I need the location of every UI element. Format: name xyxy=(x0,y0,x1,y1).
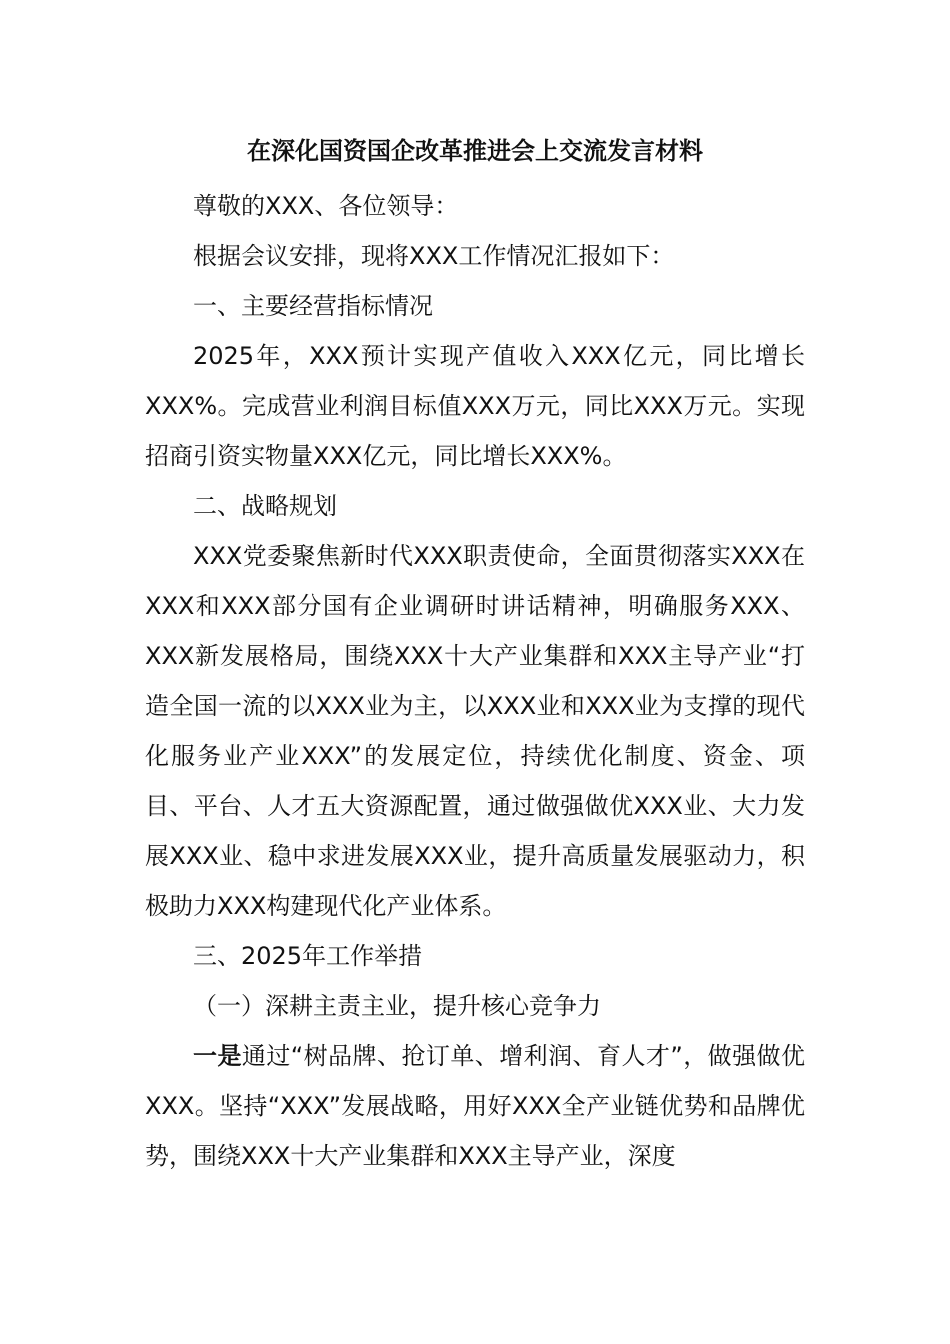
section-2-paragraph: XXX党委聚焦新时代XXX职责使命，全面贯彻落实XXX在XXX和XXX部分国有企业调研时讲话精神，明确服务XXX、XXX新发展格局，围绕XXX十大产业集群和XXX主导产业“打造全国一流的以XXX业为主，以XXX业和XXX业为支撑的现代化服务业产业XXX”的发展定位，持续优化制度、资金、项目、平台、人才五大资源配置，通过做强做优XXX业、大力发展XXX业、稳中求进发展XXX业，提升高质量发展驱动力，积极助力XXX构建现代化产业体系。 xyxy=(145,542,805,920)
document-body xyxy=(145,181,805,1181)
section-2-heading: 二、战略规划 xyxy=(193,492,337,520)
section-3-heading: 三、2025年工作举措 xyxy=(193,942,423,970)
section-1-paragraph: 2025年，XXX预计实现产值收入XXX亿元，同比增长XXX%。完成营业利润目标值XXX万元，同比XXX万元。实现招商引资实物量XXX亿元，同比增长XXX%。 xyxy=(145,342,805,470)
section-1-heading: 一、主要经营指标情况 xyxy=(193,292,433,320)
document-title: 在深化国资国企改革推进会上交流发言材料 xyxy=(247,137,703,165)
greeting: 尊敬的XXX、各位领导： xyxy=(193,192,459,220)
subsection-1-heading: （一）深耕主责主业，提升核心竞争力 xyxy=(193,992,601,1020)
item-1-lead: 一是 xyxy=(193,1042,242,1070)
intro-paragraph: 根据会议安排，现将XXX工作情况汇报如下： xyxy=(193,242,675,270)
item-1-paragraph xyxy=(145,1031,805,1181)
item-1-text: 通过“树品牌、抢订单、增利润、育人才”，做强做优XXX。坚持“XXX”发展战略，用好XXX全产业链优势和品牌优势，围绕XXX十大产业集群和XXX主导产业，深度 xyxy=(145,1042,805,1170)
